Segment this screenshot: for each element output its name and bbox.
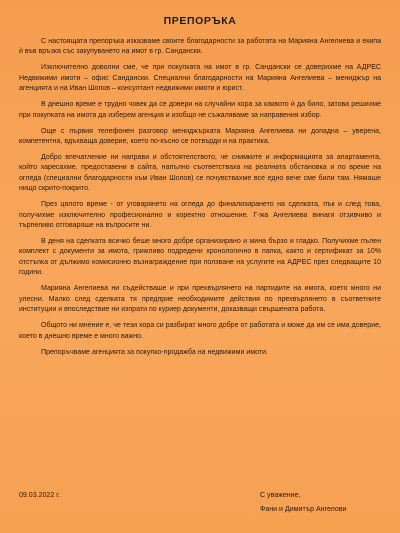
closing-salutation: С уважение, bbox=[260, 492, 301, 499]
signature-names: Фани и Димитър Ангелови bbox=[260, 506, 347, 513]
paragraph-6: През цялото време - от уговарянето на огледа до финализирането на сделката, пък и след това, получихме изключително професионално и коректно отношение. Г-жа Ангелиева винаги отзивчиво и търпеливо отговаряше на въпросите ни. bbox=[19, 201, 381, 230]
paragraph-5: Добро впечатление ни направи и обстоятелството, че снимките и информацията за апартамента, който харесахме, предоставени в сайта, напълно съответстваха на реалната обстановка и по време на огледа (специални благодарности към Иван Шопов) се почувствахме все едно вече сме били там. Нямаше нищо скрито-покрито. bbox=[19, 154, 381, 193]
paragraph-4: Още с първия телефонен разговор мениджърката Марияна Ангелиева ни допадна – уверена, компетентна, вдъхваща доверие, което по-късно се потвърди и на практика. bbox=[19, 127, 381, 146]
paragraph-3: В днешно време е трудно човек да се довери на случайни хора за каквото ѝ да било, затова решихме при покупката на имота да изберем агенция и изобщо не съжаляваме за направения избор. bbox=[19, 101, 381, 119]
paragraph-10: Препоръчваме агенцията за покупко-продажба на недвижими имоти. bbox=[41, 348, 269, 356]
paragraph-9: Общото ни мнение е, че тези хора си разбират много добре от работата и може да им се има доверие, което в днешно време е много важно. bbox=[19, 322, 381, 340]
paragraph-2: Изключително доволни сме, че при покупката на имот в гр. Сандански се доверихме на АДРЕС Недвижими имоти – офис Сандански. Специални благодарности на Марияна Ангелиева – мениджър на агенцията и на Иван Шопов – консултант недвижими имоти и юрист. bbox=[19, 64, 381, 93]
document-title: ПРЕПОРЪКА bbox=[163, 15, 237, 27]
paragraph-8: Марияна Ангелиева ни съдействаше и при прехвърлянето на партидите на имота, което много ни улесни. Малко след сделката тя предприе необходимите действия по прехвърлянето в съответните институции и впоследствие ни изпрати по куриер документи, доказващи свършената работа. bbox=[19, 285, 381, 314]
paragraph-7: В деня на сделката всичко беше много добре организирано и мина бързо и гладко. Получихме пълен комплект с документи за имота, грижливо подредени хронологично в папка, както и сертификат за 10% отстъпка от дължимо комисионно възнаграждение при ползване на услугите на АДРЕС през следващите 10 години. bbox=[19, 238, 381, 277]
letter-date: 09.03.2022 г. bbox=[19, 492, 60, 499]
paragraph-1: С настоящата препоръка изказваме своите благодарности за работата на Марияна Ангелиева и екипа ѝ във връзка със закупуването на имот в гр. Сандански. bbox=[19, 38, 381, 56]
